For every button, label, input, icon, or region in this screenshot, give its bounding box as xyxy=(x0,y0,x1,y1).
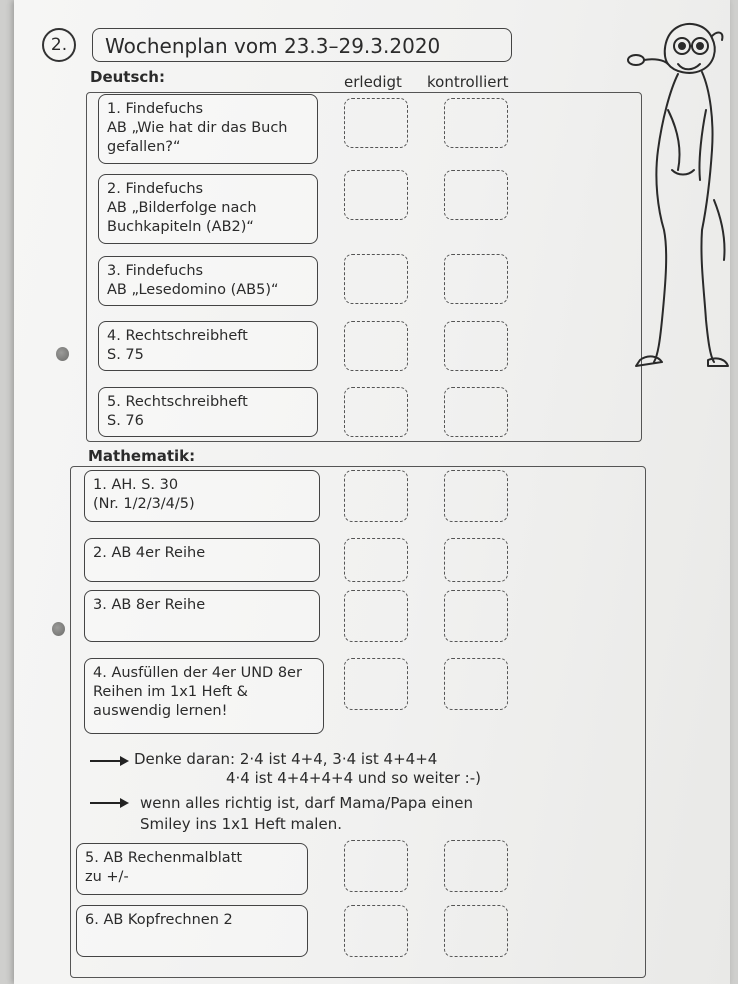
mathe-label: Mathematik: xyxy=(88,447,196,465)
deutsch-task-3-checked-box[interactable] xyxy=(444,254,508,304)
mathe-task-6-done-box[interactable] xyxy=(344,905,408,957)
deutsch-task-5: 5. Rechtschreibheft S. 76 xyxy=(98,387,318,437)
deutsch-task-1-done-box[interactable] xyxy=(344,98,408,148)
deutsch-task-4-checked-box[interactable] xyxy=(444,321,508,371)
deutsch-task-2: 2. Findefuchs AB „Bilderfolge nach Buchkapiteln (AB2)“ xyxy=(98,174,318,244)
hint-line-2: 4·4 ist 4+4+4+4 und so weiter :-) xyxy=(226,769,481,787)
mathe-task-1-checked-box[interactable] xyxy=(444,470,508,522)
mathe-task-1: 1. AH. S. 30 (Nr. 1/2/3/4/5) xyxy=(84,470,320,522)
mathe-task-5: 5. AB Rechenmalblatt zu +/- xyxy=(76,843,308,895)
deutsch-task-2-done-box[interactable] xyxy=(344,170,408,220)
hint-line-1: Denke daran: 2·4 ist 4+4, 3·4 ist 4+4+4 xyxy=(134,750,438,768)
plan-number: 2. xyxy=(42,28,76,62)
mathe-task-2-done-box[interactable] xyxy=(344,538,408,582)
punch-hole xyxy=(56,347,69,361)
smiley-note-line-1: wenn alles richtig ist, darf Mama/Papa einen xyxy=(140,794,474,812)
deutsch-task-2-checked-box[interactable] xyxy=(444,170,508,220)
mathe-task-4-done-box[interactable] xyxy=(344,658,408,710)
deutsch-task-5-checked-box[interactable] xyxy=(444,387,508,437)
arrow-right-icon xyxy=(88,754,130,768)
mathe-task-2: 2. AB 4er Reihe xyxy=(84,538,320,582)
mathe-task-3-done-box[interactable] xyxy=(344,590,408,642)
deutsch-task-5-done-box[interactable] xyxy=(344,387,408,437)
deutsch-task-1-checked-box[interactable] xyxy=(444,98,508,148)
deutsch-task-3-done-box[interactable] xyxy=(344,254,408,304)
deutsch-task-4-done-box[interactable] xyxy=(344,321,408,371)
mathe-task-6: 6. AB Kopfrechnen 2 xyxy=(76,905,308,957)
smiley-note-line-2: Smiley ins 1x1 Heft malen. xyxy=(140,815,342,833)
mathe-task-4-checked-box[interactable] xyxy=(444,658,508,710)
deutsch-task-4: 4. Rechtschreibheft S. 75 xyxy=(98,321,318,371)
deutsch-task-3: 3. Findefuchs AB „Lesedomino (AB5)“ xyxy=(98,256,318,306)
checked-column-header: kontrolliert xyxy=(427,73,509,91)
mathe-task-3-checked-box[interactable] xyxy=(444,590,508,642)
mathe-task-6-checked-box[interactable] xyxy=(444,905,508,957)
mathe-task-3: 3. AB 8er Reihe xyxy=(84,590,320,642)
deutsch-task-1: 1. Findefuchs AB „Wie hat dir das Buch gefallen?“ xyxy=(98,94,318,164)
done-column-header: erledigt xyxy=(344,73,402,91)
mathe-task-5-checked-box[interactable] xyxy=(444,840,508,892)
deutsch-label: Deutsch: xyxy=(90,68,165,86)
mathe-task-5-done-box[interactable] xyxy=(344,840,408,892)
mathe-task-1-done-box[interactable] xyxy=(344,470,408,522)
meerkat-illustration xyxy=(618,20,730,380)
punch-hole xyxy=(52,622,65,636)
mathe-task-4: 4. Ausfüllen der 4er UND 8er Reihen im 1x1 Heft & auswendig lernen! xyxy=(84,658,324,734)
page-title: Wochenplan vom 23.3–29.3.2020 xyxy=(92,28,512,62)
mathe-task-2-checked-box[interactable] xyxy=(444,538,508,582)
arrow-right-icon xyxy=(88,796,130,810)
